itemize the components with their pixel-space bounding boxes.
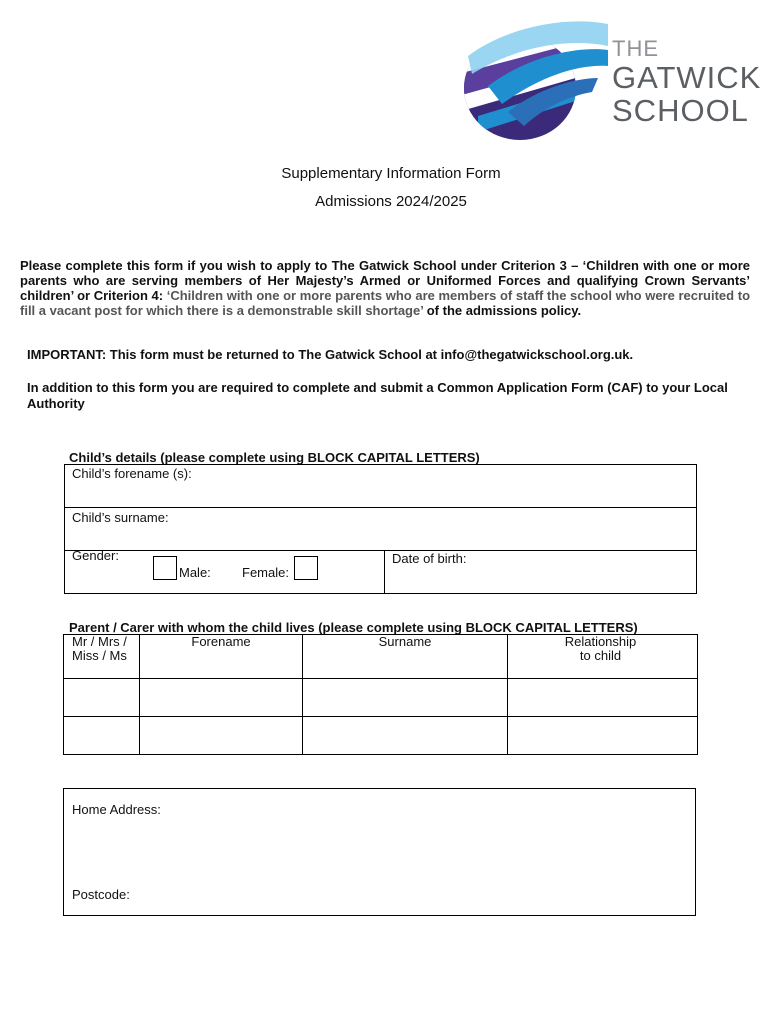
intro-text-part3: of the admissions policy.	[423, 303, 582, 318]
parent-details-heading: Parent / Carer with whom the child lives (please complete using BLOCK CAPITAL LETTERS)	[69, 620, 638, 635]
intro-paragraph	[20, 258, 750, 318]
table-row	[64, 717, 698, 755]
caf-notice: In addition to this form you are required to complete and submit a Common Application Form (CAF) to your Local Authority	[27, 380, 728, 411]
intro-text-part1: Please complete this form if you wish to apply to The Gatwick School under Criterion 3 – ‘Children with one or more parents who are serving members of Her Majesty’s Armed or Uniformed Forces and qualifying Crown Servants’ children’ or Criterion 4:	[20, 258, 750, 303]
child-forename-label: Child’s forename (s):	[72, 466, 192, 481]
column-header-forename: Forename	[140, 635, 303, 679]
gender-label: Gender:	[72, 548, 119, 563]
table-row	[64, 679, 698, 717]
forename-cell[interactable]	[140, 717, 303, 755]
surname-cell[interactable]	[303, 679, 508, 717]
intro-text-criterion4: ‘Children with one or more parents who are members of staff the school who were recruited to fill a vacant post for which there is a demonstrable skill shortage’	[20, 288, 751, 318]
divider	[65, 507, 696, 508]
divider	[384, 551, 385, 593]
important-notice: IMPORTANT: This form must be returned to The Gatwick School at info@thegatwickschool.org.uk.	[27, 347, 634, 362]
column-header-title: Mr / Mrs / Miss / Ms	[64, 635, 140, 679]
logo-text-gatwick: GATWICK	[612, 60, 762, 95]
relationship-cell[interactable]	[508, 717, 698, 755]
relationship-cell[interactable]	[508, 679, 698, 717]
column-header-relationship: Relationship to child	[508, 635, 698, 679]
postcode-label: Postcode:	[72, 887, 130, 902]
parent-details-table	[63, 634, 698, 755]
male-checkbox[interactable]	[153, 556, 177, 580]
divider	[65, 550, 696, 551]
title-cell[interactable]	[64, 679, 140, 717]
female-checkbox[interactable]	[294, 556, 318, 580]
male-label: Male:	[179, 565, 211, 580]
home-address-label: Home Address:	[72, 802, 161, 817]
logo-text-the: THE	[612, 36, 659, 61]
forename-cell[interactable]	[140, 679, 303, 717]
logo-text-school: SCHOOL	[612, 93, 749, 128]
title-cell[interactable]	[64, 717, 140, 755]
female-label: Female:	[242, 565, 289, 580]
column-header-surname: Surname	[303, 635, 508, 679]
table-header-row	[64, 635, 698, 679]
surname-cell[interactable]	[303, 717, 508, 755]
child-details-box	[64, 464, 697, 594]
date-of-birth-label: Date of birth:	[392, 551, 467, 566]
child-details-heading: Child’s details (please complete using BLOCK CAPITAL LETTERS)	[69, 450, 480, 465]
child-surname-label: Child’s surname:	[72, 510, 169, 525]
school-logo-emblem	[458, 16, 610, 140]
home-address-box[interactable]	[63, 788, 696, 916]
page-subtitle: Admissions 2024/2025	[315, 193, 467, 210]
page-title: Supplementary Information Form	[281, 165, 501, 182]
